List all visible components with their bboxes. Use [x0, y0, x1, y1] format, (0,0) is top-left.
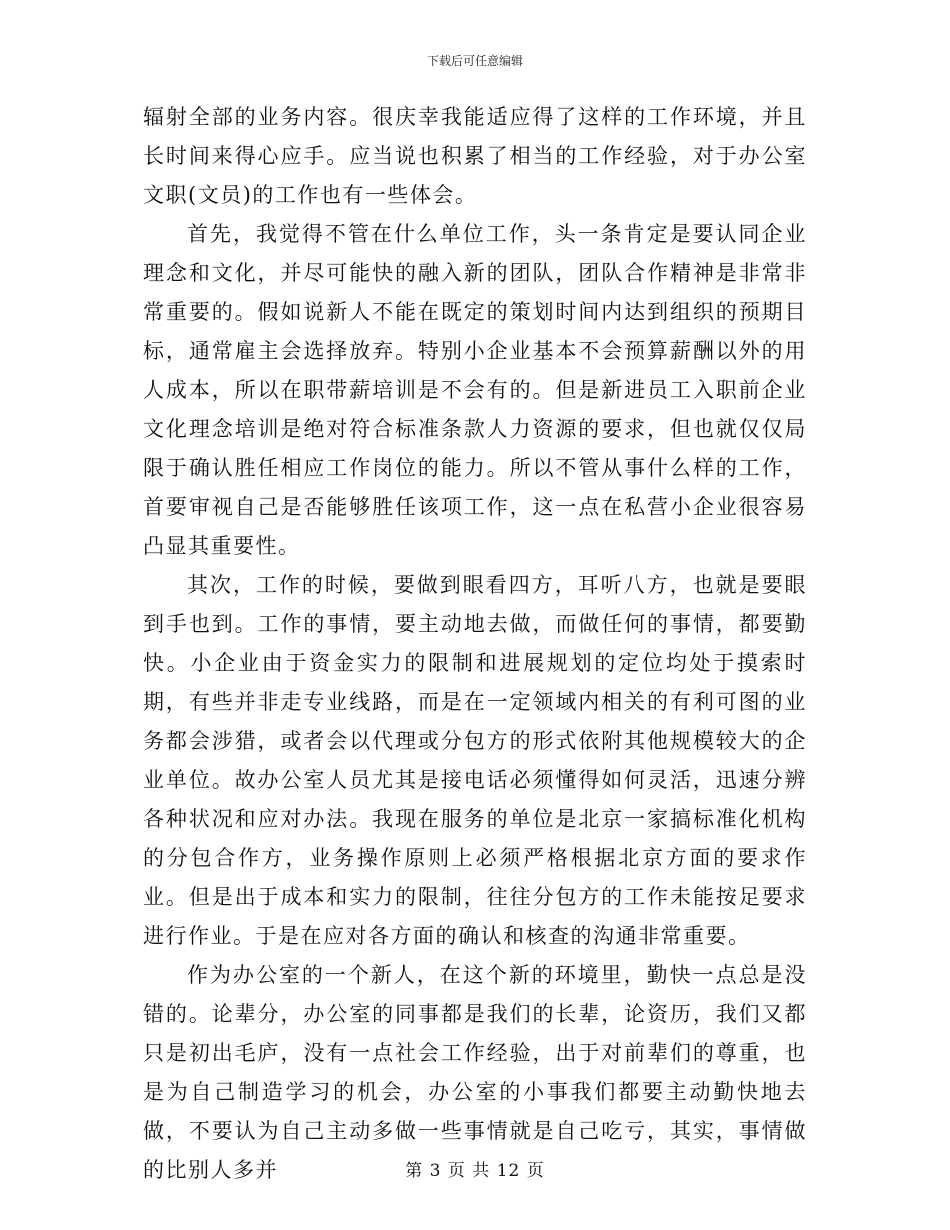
paragraph: 作为办公室的一个新人，在这个新的环境里，勤快一点总是没错的。论辈分，办公室的同事都是我们的长辈，论资历，我们又都只是初出毛庐，没有一点社会工作经验，出于对前辈们的尊重，也是为自己制造学习的机会，办公室的小事我们都要主动勤快地去做，不要认为自己主动多做一些事情就是自己吃亏，其实，事情做的比别人多并	[143, 963, 807, 1182]
page-header: 下载后可任意编辑	[426, 54, 523, 68]
page-number-footer: 第 3 页 共 12 页	[405, 1161, 545, 1181]
paragraph: 辐射全部的业务内容。很庆幸我能适应得了这样的工作环境，并且长时间来得心应手。应当说也积累了相当的工作经验，对于办公室文职(文员)的工作也有一些体会。	[143, 105, 807, 207]
paragraph: 其次，工作的时候，要做到眼看四方，耳听八方，也就是要眼到手也到。工作的事情，要主动地去做，而做任何的事情，都要勤快。小企业由于资金实力的限制和进展规划的定位均处于摸索时期，有些并非走专业线路，而是在一定领域内相关的有利可图的业务都会涉猎，或者会以代理或分包方的形式依附其他规模较大的企业单位。故办公室人员尤其是接电话必须懂得如何灵活，迅速分辨各种状况和应对办法。我现在服务的单位是北京一家搞标准化机构的分包合作方，业务操作原则上必须严格根据北京方面的要求作业。但是出于成本和实力的限制，往往分包方的工作未能按足要求进行作业。于是在应对各方面的确认和核查的沟通非常重要。	[143, 573, 807, 948]
paragraph: 首先，我觉得不管在什么单位工作，头一条肯定是要认同企业理念和文化，并尽可能快的融入新的团队，团队合作精神是非常非常重要的。假如说新人不能在既定的策划时间内达到组织的预期目标，通常雇主会选择放弃。特别小企业基本不会预算薪酬以外的用人成本，所以在职带薪培训是不会有的。但是新进员工入职前企业文化理念培训是绝对符合标准条款人力资源的要求，但也就仅仅局限于确认胜任相应工作岗位的能力。所以不管从事什么样的工作，首要审视自己是否能够胜任该项工作，这一点在私营小企业很容易凸显其重要性。	[143, 222, 807, 558]
document-body	[143, 98, 807, 1190]
